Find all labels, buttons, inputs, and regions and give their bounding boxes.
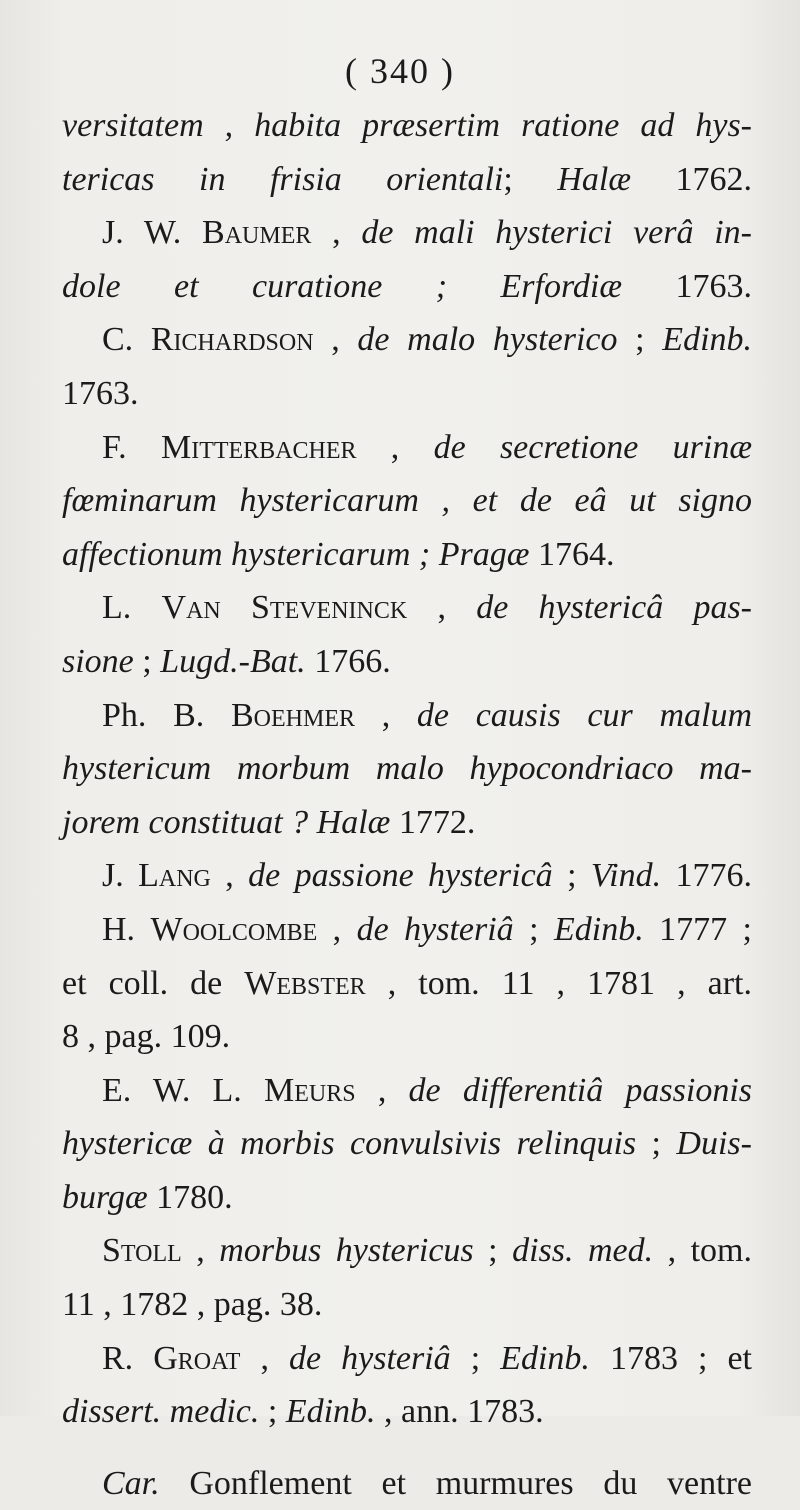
text-segment: ; — [133, 642, 161, 680]
italic-text: Car. — [102, 1464, 160, 1502]
text-segment: ; — [503, 160, 558, 198]
text-segment: et coll. de — [62, 964, 245, 1002]
text-line — [62, 206, 752, 260]
text-segment: , — [240, 1339, 290, 1377]
text-line — [62, 635, 752, 689]
text-line — [62, 313, 752, 367]
text-line — [62, 1332, 752, 1386]
text-segment: R. — [102, 1339, 154, 1377]
text-segment: ; — [259, 1393, 286, 1431]
author-name: Boehmer — [231, 696, 356, 734]
italic-text: Vind. — [590, 857, 662, 895]
text-line — [62, 528, 752, 582]
text-segment: , — [317, 910, 357, 948]
italic-text: burgæ — [62, 1178, 148, 1216]
text-line — [62, 796, 752, 850]
italic-text: Edinb. — [500, 1339, 590, 1377]
italic-text: Halæ — [557, 160, 631, 198]
text-segment: 1762. — [631, 160, 752, 198]
text-segment: , tom. — [653, 1232, 752, 1270]
author-name: Mitterbacher — [160, 428, 357, 466]
text-segment: 11 , 1782 , pag. 38. — [62, 1286, 323, 1324]
text-segment: H. — [102, 910, 151, 948]
text-segment: 1763. — [62, 374, 139, 412]
text-segment: ; — [552, 857, 591, 895]
text-segment: , — [355, 1071, 409, 1109]
page-number: ( 340 ) — [345, 51, 455, 91]
italic-text: hystericæ à morbis convulsivis relinquis — [62, 1125, 637, 1163]
text-line — [62, 742, 752, 796]
text-line — [62, 1278, 752, 1332]
italic-text: diss. med. — [512, 1232, 654, 1270]
text-line — [62, 689, 752, 743]
italic-text: hystericum morbum malo hypocondriaco ma- — [62, 750, 752, 788]
text-line — [62, 421, 752, 475]
text-segment: J. — [102, 857, 139, 895]
text-segment: , ann. 1783. — [375, 1393, 544, 1431]
text-segment: ; — [450, 1339, 501, 1377]
text-segment: 1763. — [622, 267, 752, 305]
author-name: Meurs — [264, 1071, 356, 1109]
text-segment: , — [210, 857, 249, 895]
page-text — [62, 99, 752, 1510]
text-segment: , — [311, 214, 362, 252]
text-segment: ; — [617, 321, 663, 359]
italic-text: de passione hystericâ — [248, 857, 553, 895]
author-name: Woolcombe — [150, 910, 318, 948]
text-segment: Ph. B. — [102, 696, 231, 734]
italic-text: sione — [62, 642, 134, 680]
text-line — [62, 1224, 752, 1278]
text-segment: 1777 ; — [643, 910, 753, 948]
italic-text: de secretione urinæ — [433, 428, 753, 466]
italic-text: tericas in frisia orientali — [62, 160, 504, 198]
italic-text: dole et curatione ; Erfordiæ — [62, 267, 623, 305]
italic-text: Edinb. — [553, 910, 644, 948]
italic-text: de hysteriâ — [356, 910, 514, 948]
text-segment: , — [355, 696, 417, 734]
text-line — [62, 153, 752, 207]
author-name: Lang — [138, 857, 211, 895]
text-segment: 1772. — [390, 803, 476, 841]
italic-text: de differentiâ passionis — [408, 1071, 753, 1109]
text-segment: 8 , pag. 109. — [62, 1018, 231, 1056]
italic-text: de mali hysterici verâ in- — [361, 214, 752, 252]
italic-text: morbus hystericus — [219, 1232, 474, 1270]
text-segment: , — [356, 428, 434, 466]
paragraph-gap — [62, 1439, 752, 1457]
italic-text: de hysteriâ — [289, 1339, 451, 1377]
text-line — [62, 1064, 752, 1118]
italic-text: Edinb. — [662, 321, 753, 359]
text-segment: E. W. L. — [102, 1071, 265, 1109]
text-segment: ; — [473, 1232, 513, 1270]
author-name: Webster — [244, 964, 366, 1002]
italic-text: affectionum hystericarum ; Pragæ — [62, 535, 530, 573]
text-segment: J. W. — [102, 214, 203, 252]
italic-text: versitatem , habita præsertim ratione ad hys- — [62, 107, 752, 144]
italic-text: de causis cur malum — [416, 696, 752, 734]
text-segment: 1783 ; et — [589, 1339, 752, 1377]
text-line — [62, 1385, 752, 1439]
text-segment: 1766. — [305, 642, 391, 680]
text-line — [62, 903, 752, 957]
text-segment: , — [313, 321, 358, 359]
text-segment: L. — [102, 589, 162, 627]
text-line — [62, 1010, 752, 1064]
text-line — [62, 367, 752, 421]
italic-text: dissert. medic. — [62, 1393, 260, 1431]
text-segment: ; — [636, 1125, 677, 1163]
author-name: Groat — [153, 1339, 241, 1377]
italic-text: Lugd.-Bat. — [160, 642, 306, 680]
italic-text: Edinb. — [285, 1393, 376, 1431]
italic-text: Duis- — [676, 1125, 752, 1163]
text-line — [62, 849, 752, 903]
author-name: Van Steveninck — [161, 589, 408, 627]
text-segment: , tom. 11 , 1781 , art. — [365, 964, 752, 1002]
text-line — [62, 474, 752, 528]
author-name: Baumer — [202, 214, 312, 252]
text-line — [62, 957, 752, 1011]
text-line — [62, 581, 752, 635]
text-segment: C. — [102, 321, 151, 359]
text-segment: , — [407, 589, 477, 627]
italic-text: de malo hysterico — [357, 321, 618, 359]
text-segment: 1764. — [529, 535, 615, 573]
text-segment: 1776. — [661, 857, 752, 895]
text-segment: Gonflement et murmures du ventre — [159, 1464, 752, 1502]
text-line — [62, 99, 752, 153]
text-line — [62, 1457, 752, 1510]
text-segment: , — [181, 1232, 220, 1270]
text-segment: F. — [102, 428, 161, 466]
text-line — [62, 260, 752, 314]
italic-text: jorem constituat ? Halæ — [62, 803, 391, 841]
author-name: Richardson — [150, 321, 314, 359]
text-line — [62, 1171, 752, 1225]
text-line — [62, 1117, 752, 1171]
text-segment: ; — [513, 910, 554, 948]
italic-text: de hystericâ pas- — [476, 589, 752, 627]
italic-text: fœminarum hystericarum , et de eâ ut signo — [62, 482, 752, 520]
author-name: Stoll — [102, 1232, 182, 1270]
text-segment: 1780. — [147, 1178, 233, 1216]
